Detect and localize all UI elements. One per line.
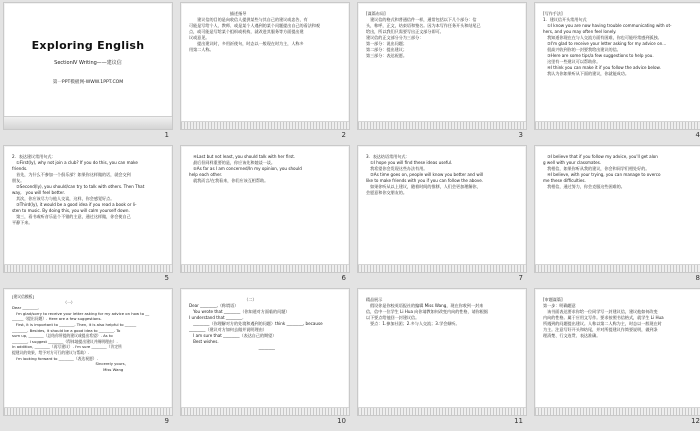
slide-footer-bar xyxy=(535,121,700,129)
slide-number: 1 xyxy=(164,131,169,139)
slide-footer-bar xyxy=(4,407,172,415)
slide-cell-1 xyxy=(3,2,173,145)
slide-footer-bar xyxy=(358,121,526,129)
slide-thumbnail-10[interactable] xyxy=(180,288,350,416)
slide-footer-bar xyxy=(535,407,700,415)
slide-body-text: [谋篇布局] 建议信的格式和普通信件一样，通常包括以下几个部分：信 头，称呼，正文，结束语和签名。因为本写作任务开头和结尾已 给出，所以我们只需要写出正文部分即可。 建议信的正文部分分为三部分： 第一部分：说出问题； 第二部分：提出建议； 第三部分：表达祝愿。 xyxy=(366,11,481,58)
slide-footer-bar xyxy=(4,264,172,272)
slide-number: 12 xyxy=(691,417,700,425)
slide-cell-10 xyxy=(180,288,350,431)
slide-number: 10 xyxy=(337,417,346,425)
slide-footer-bar xyxy=(181,121,349,129)
slide-number: 4 xyxy=(695,131,700,139)
slide-subtitle: SectionⅣ Writing——建议信 xyxy=(54,60,122,66)
slide-cell-7 xyxy=(357,145,527,288)
slide-number: 2 xyxy=(341,131,346,139)
slide-thumbnail-8[interactable] xyxy=(534,145,700,273)
slide-number: 11 xyxy=(514,417,523,425)
slide-thumbnail-1[interactable] xyxy=(3,2,173,130)
slide-number: 3 xyxy=(518,131,523,139)
slide-number: 9 xyxy=(164,417,169,425)
slide-sorter-grid xyxy=(3,2,700,431)
site-label: 第一PPT模板网-WWW.1PPT.COM xyxy=(52,80,124,85)
slide-footer-bar xyxy=(358,264,526,272)
slide-number: 6 xyxy=(341,274,346,282)
slide-body-text: （二） Dear ________,（称谓语） You wrote that ________（你知道对方面临的问题） I understand that ________. ________（你理解对方的处境和遇到的问题）think ________, because ________（建议对方如何去做并说明理由） I am sure that ________（表达自己的期望） Best wishes. ________ xyxy=(189,297,323,350)
slide-thumbnail-7[interactable] xyxy=(357,145,527,273)
slide-thumbnail-9[interactable] xyxy=(3,288,173,416)
slide-thumbnail-2[interactable] xyxy=(180,2,350,130)
slide-thumbnail-5[interactable] xyxy=(3,145,173,273)
slide-body-text: 描述指导 建议信的目的是向收信人提供某些与其自己的建议或忠告，有 可能是写给个人、教师、或是某个人遇到的某个问题提出自己的看法和观 点，或可能是写给某个组织或机构，就改进其服务等方面提出建 议或意见。 提出建议时，多用祈使句，时态以一般现在时为主，人称多 用第二人称。 xyxy=(189,11,320,52)
slide-cell-2 xyxy=(180,2,350,145)
slide-body-text: 精品展示 假设你是你校英语报社的编辑 Miss Wang，现在你收到一封来 信，信中一位学生 Li Hua 向你请教如何改变内向的性格，请你根据 以下要点给他回一封建议信。 要点：1.参加社团；2.多与人交流；3.学会倾听。 xyxy=(366,297,488,326)
slide-footer-bar xyxy=(181,407,349,415)
slide-thumbnail-12[interactable] xyxy=(534,288,700,416)
slide-thumbnail-11[interactable] xyxy=(357,288,527,416)
slide-cell-12 xyxy=(534,288,700,431)
slide-number: 5 xyxy=(164,274,169,282)
slide-cell-5 xyxy=(3,145,173,288)
slide-footer-bar xyxy=(535,264,700,272)
slide-title: Exploring English xyxy=(31,39,145,52)
slide-cell-11 xyxy=(357,288,527,431)
slide-cell-8 xyxy=(534,145,700,288)
slide-body-text: [建议信模板] （一） Dear ________, I'm glad/sorry to receive your letter asking for my advice on how to __ ______（提出问题）. Here are a few suggestions. First, it is important to ________. Then, it is also helpful to ______ ________. Besides, it should be a good idea to ________. To sum up, ________（总结你所提的建议或提出希望）. As to ________, I suggest ________（得体地提出建议并阐明理由）. In addition, ________（再写建议）. I'm sure ________（肯定所 提建议的效果，给予对方可行的建议与帮助）. I'm looking forward to ________（表达祝愿）. Sincerely yours, Miss Wang xyxy=(12,294,150,372)
slide-body-text: ③I believe that if you follow my advice, you'll get alon g well with your classmates. 我相信，如果你听从我的建议，你会和同学们相处好的。 ④I believe, with your trying, you can manage to overco me these difficulties. 我相信，通过努力，你会克服这些困难的。 xyxy=(543,154,661,189)
slide-body-text: 2．表达建议常用句式： ①First(ly), why not join a club? If you do this, you can make friends. 首先，为什么不参加一个俱乐部？如果你这样做的话，就会交到 朋友。 ②Second(ly), you should/can try to talk with others. Then That way, you will feel better. 其次，你应该尽力与他人交谈，这样，你会感觉好点。 ③Third(ly), it would be a good idea if you read a book or li- sten to music. By doing this, you will calm yourself down. 第三，看书或听音乐是个不错的主意，通过这样做，你会使自己 平静下来。 xyxy=(12,154,145,225)
slide-footer-bar xyxy=(358,407,526,415)
slide-cell-6 xyxy=(180,145,350,288)
slide-body-text: [写作手法] 1．建议信开头常用句式 ①I know you are now having trouble communicating with ot- hers, and you may often feel lonely. 我知道你现在在与人交流方面有困难，你也可能经常感到孤独。 ②I'm glad to receive your letter asking for my advice on… 很高兴收到你的一封要我给出建议的信。 ③Here are some tips/a few suggestions to help you. 这里有一些建议可以帮助你。 ④I think you can make it if you follow the advice below. 我认为你如果听从下面的建议，你就能成功。 xyxy=(543,11,672,76)
slide-body-text: [审题谋篇] 第一步：明确题意 该书面表达要求你给一位同学写一封建议信，建议他如何改变 内向的性格。属于应用文写作。要求按照书信格式，就学生 Li Hua 所遇到的问题提出建议。人称以第二人称为主，时态以一般现在时 为主。注意写好开头和结尾，并对所提建议作简要说明，做到条 理清楚、行文连贯、表达准确。 xyxy=(543,297,664,338)
slide-cell-4 xyxy=(534,2,700,145)
slide-number: 8 xyxy=(695,274,700,282)
slide-cell-3 xyxy=(357,2,527,145)
decorative-banner xyxy=(4,116,172,129)
slide-thumbnail-6[interactable] xyxy=(180,145,350,273)
slide-cell-9 xyxy=(3,288,173,431)
slide-number: 7 xyxy=(518,274,523,282)
slide-body-text: 3．表达结语常用句式： ①I hope you will find these ideas useful. 我希望你会发现这些办法有用。 ②As time goes on, people will know you better and will like to make friends with you if you can follow the above. 如果你听从以上建议，随着时间的推移，人们会更加理解你， 会愿意和你交朋友的。 xyxy=(366,154,484,195)
slide-footer-bar xyxy=(181,264,349,272)
slide-thumbnail-3[interactable] xyxy=(357,2,527,130)
title-block xyxy=(4,39,172,85)
slide-thumbnail-4[interactable] xyxy=(534,2,700,130)
slide-body-text: ④Last but not least, you should talk with her first. 最后但同样重要的是，你应该先和她谈一谈。 ⑤As far as I am concerned/In my opinion, you should help each other. 就我而言/在我看来，你们应该互相帮助。 xyxy=(189,154,302,183)
